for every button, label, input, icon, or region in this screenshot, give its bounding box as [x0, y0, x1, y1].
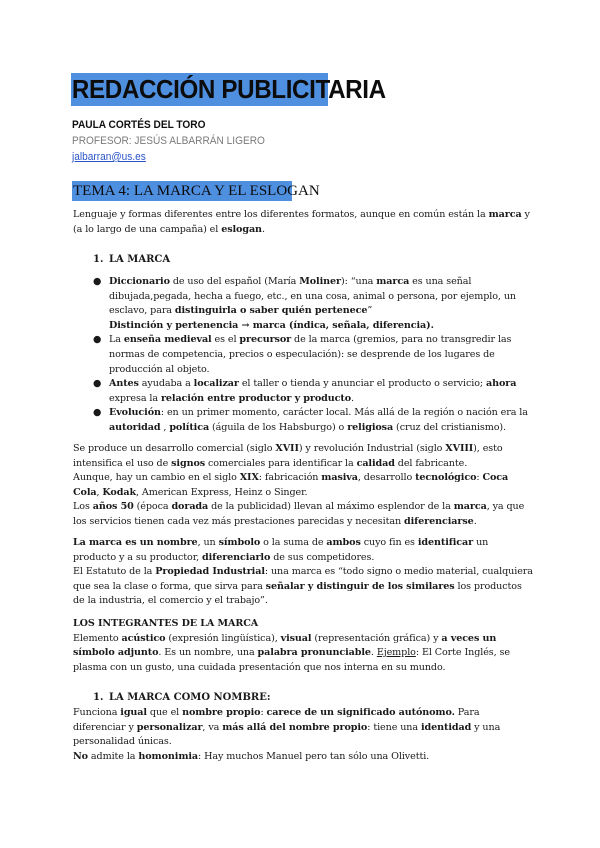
bold-text: personalizar [136, 721, 203, 733]
bold-text: a veces un símbolo adjunto [73, 632, 497, 659]
text-span: ” [367, 305, 373, 317]
text-span: La [109, 334, 124, 346]
bold-text: carece de un significado autónomo. [266, 707, 455, 718]
text-span: Se produce un desarrollo comercial (siglo [73, 443, 276, 454]
bold-text: tecnológico [415, 472, 477, 484]
bold-text: No [73, 750, 88, 762]
text-span: : Hay muchos Manuel pero tan sólo una Olivetti. [198, 750, 430, 762]
text-span: , un [197, 537, 219, 548]
email-link[interactable]: jalbarran@us.es [72, 151, 146, 163]
text-span: ), esto intensifica el uso de [73, 443, 503, 469]
bold-text: ambos [326, 537, 361, 548]
bullet-icon: ● [93, 407, 102, 419]
text-span: : [260, 707, 267, 718]
text-span: . [473, 515, 477, 527]
bold-text: religiosa [347, 421, 394, 433]
bold-text: identidad [420, 721, 472, 733]
text-span: Los [73, 501, 93, 513]
text-span: de la marca (gremios, para no transgredir las normas de competencia, precios o especulación): se desprende de los lugares de producción al objeto. [109, 334, 512, 375]
subheading-integrantes: LOS INTEGRANTES DE LA MARCA [73, 618, 259, 629]
text-span: : El Corte Inglés, se plasma con un gusto, una cuidada presentación que nos interna en su mundo. [73, 647, 510, 673]
bold-text: marca [376, 276, 410, 287]
text-span: : tiene una [367, 721, 421, 733]
text-span: comerciales para identificar la [205, 457, 357, 469]
bullet-icon: ● [93, 334, 102, 346]
text-span: Ejemplo [376, 647, 416, 659]
list-item [93, 275, 533, 333]
bullet-icon: ● [93, 378, 102, 390]
paragraph-definicion [73, 536, 533, 609]
bold-text: XVIII [445, 443, 474, 454]
bold-text: más allá del nombre propio [222, 721, 368, 733]
text-span: , va [202, 721, 223, 733]
text-span: que el [146, 707, 183, 718]
bold-text: identificar [417, 537, 474, 548]
bold-text: dorada [171, 501, 209, 513]
bold-text: Distinción y pertenencia → marca (índica, señala, diferencia). [109, 319, 434, 331]
text-span: de uso del español (María [169, 276, 300, 287]
bold-text: acústico [121, 632, 166, 644]
text-span: . [261, 223, 265, 235]
intro-paragraph [73, 208, 533, 237]
text-span: cuyo fin es [360, 537, 418, 548]
bold-text: Propiedad Industrial [155, 566, 265, 578]
text-span: : fabricación [258, 472, 322, 484]
text-span: (representación gráfica) y [311, 632, 442, 644]
text-span: un producto y a su productor, [73, 537, 489, 563]
bold-text: Antes [109, 378, 139, 390]
text-span: : [476, 472, 483, 484]
bold-text: Kodak [102, 486, 137, 498]
bold-text: Moliner [299, 276, 341, 287]
text-span: REDACCIÓN PUBLICITARIA [71, 74, 386, 104]
paragraph-desarrollo [73, 442, 533, 530]
bold-text: palabra pronunciable [257, 647, 371, 659]
marca-bullet-list [93, 275, 533, 436]
bold-text: Coca Cola [73, 472, 509, 498]
bold-text: Diccionario [109, 276, 170, 287]
section-heading-tema [72, 181, 320, 201]
bold-text: diferenciarlo [202, 551, 271, 563]
list-item [93, 333, 533, 377]
bold-text: años 50 [92, 501, 134, 513]
bold-text: precursor [239, 334, 292, 346]
text-span: o la suma de [260, 537, 327, 548]
bold-text: relación entre productor y producto [160, 392, 352, 404]
text-span: Lenguaje y formas diferentes entre los diferentes formatos, aunque en común están la [73, 209, 486, 220]
text-span: , desarrollo [357, 472, 416, 484]
text-span: Aunque, hay un cambio en el siglo [73, 472, 240, 484]
bold-text: calidad [356, 457, 395, 469]
text-span: Elemento [73, 632, 122, 644]
text-span: (águila de los Habsburgo) o [209, 421, 348, 433]
text-span: y (a lo largo de una campaña) el [73, 209, 530, 235]
text-span: LA MARCA [109, 254, 171, 265]
document-title [71, 73, 386, 106]
bold-text: visual [280, 632, 312, 644]
text-span: Funciona [73, 707, 121, 718]
bullet-icon: ● [93, 276, 102, 287]
bold-text: ahora [485, 378, 517, 390]
heading-marca-como-nombre [93, 692, 271, 703]
bold-text: marca [453, 501, 487, 513]
text-span: es una señal dibujada,pegada, hecha a fuego, etc., en una cosa, animal o persona, por ejemplo, un esclavo, para [109, 276, 516, 317]
text-span: El Estatuto de la [73, 566, 156, 578]
bold-text: marca [488, 209, 522, 220]
professor-name: PROFESOR: JESÚS ALBARRÁN LIGERO [72, 135, 265, 147]
bold-text: igual [120, 707, 147, 718]
bold-text: nombre propio [182, 707, 261, 718]
bold-text: política [169, 421, 210, 433]
text-span: es el [211, 334, 240, 346]
text-span: (cruz del cristianismo). [393, 421, 507, 433]
heading-la-marca [93, 254, 170, 265]
text-span: . [370, 647, 377, 659]
text-span: 1. [93, 692, 104, 703]
text-span: expresa la [109, 392, 161, 404]
text-span: de sus competidores. [270, 551, 375, 563]
bold-text: autoridad [109, 421, 161, 433]
bold-text: distinguirla o saber quién pertenece [174, 305, 368, 317]
bold-text: diferenciarse [404, 515, 474, 527]
list-item [93, 406, 533, 435]
list-item [93, 377, 533, 406]
text-span: (expresión lingüística), [165, 632, 281, 644]
bold-text: homonimia [138, 750, 199, 762]
paragraph-integrantes [73, 617, 533, 675]
text-span: y una personalidad únicas. [73, 721, 501, 748]
paragraph-nombre [73, 706, 533, 764]
bold-text: signos [171, 457, 206, 469]
text-span: del fabricante. [394, 457, 468, 469]
bold-text: símbolo [218, 537, 261, 548]
text-span: admite la [87, 750, 139, 762]
bold-text: XIX [239, 472, 259, 484]
text-span: 1. [93, 254, 104, 265]
text-span: (época [133, 501, 172, 513]
bold-text: localizar [193, 378, 239, 390]
bold-text: masiva [321, 472, 358, 484]
text-span: : una marca es “todo signo o medio material, cualquiera que sea la clase o forma, que sirva para [73, 566, 533, 592]
text-span: el taller o tienda y anunciar el producto o servicio; [238, 378, 486, 390]
text-span: ayudaba a [138, 378, 194, 390]
text-span: Para diferenciar y [73, 707, 480, 733]
text-span: ) y revolución Industrial (siglo [298, 443, 446, 454]
bold-text: Evolución [109, 407, 161, 419]
bold-text: XVII [275, 443, 299, 454]
text-span: ): “una [340, 276, 377, 287]
bold-text: enseña medieval [123, 334, 212, 346]
text-span: : en un primer momento, carácter local. Más allá de la región o nación era la [160, 407, 528, 419]
text-span: TEMA 4: LA MARCA Y EL ESLOGAN [73, 183, 320, 199]
bold-text: La marca es un nombre [73, 537, 198, 548]
author-name: PAULA CORTÉS DEL TORO [72, 119, 206, 131]
bold-text: eslogan [221, 223, 262, 235]
text-span: LA MARCA COMO NOMBRE: [109, 692, 271, 703]
bold-text: señalar y distinguir de los similares [265, 580, 455, 592]
text-span: los productos de la industria, el comercio y el trabajo”. [73, 580, 522, 607]
text-span: , American Express, Heinz o Singer. [136, 486, 308, 498]
text-span: , ya que los servicios tienen cada vez más prestaciones parecidas y necesitan [73, 501, 525, 527]
text-span: , [96, 486, 103, 498]
text-span: . [351, 392, 354, 404]
text-span: . Es un nombre, una [158, 647, 258, 659]
text-span: , [160, 421, 170, 433]
text-span: de la publicidad) llevan al máximo esplendor de la [208, 501, 454, 513]
